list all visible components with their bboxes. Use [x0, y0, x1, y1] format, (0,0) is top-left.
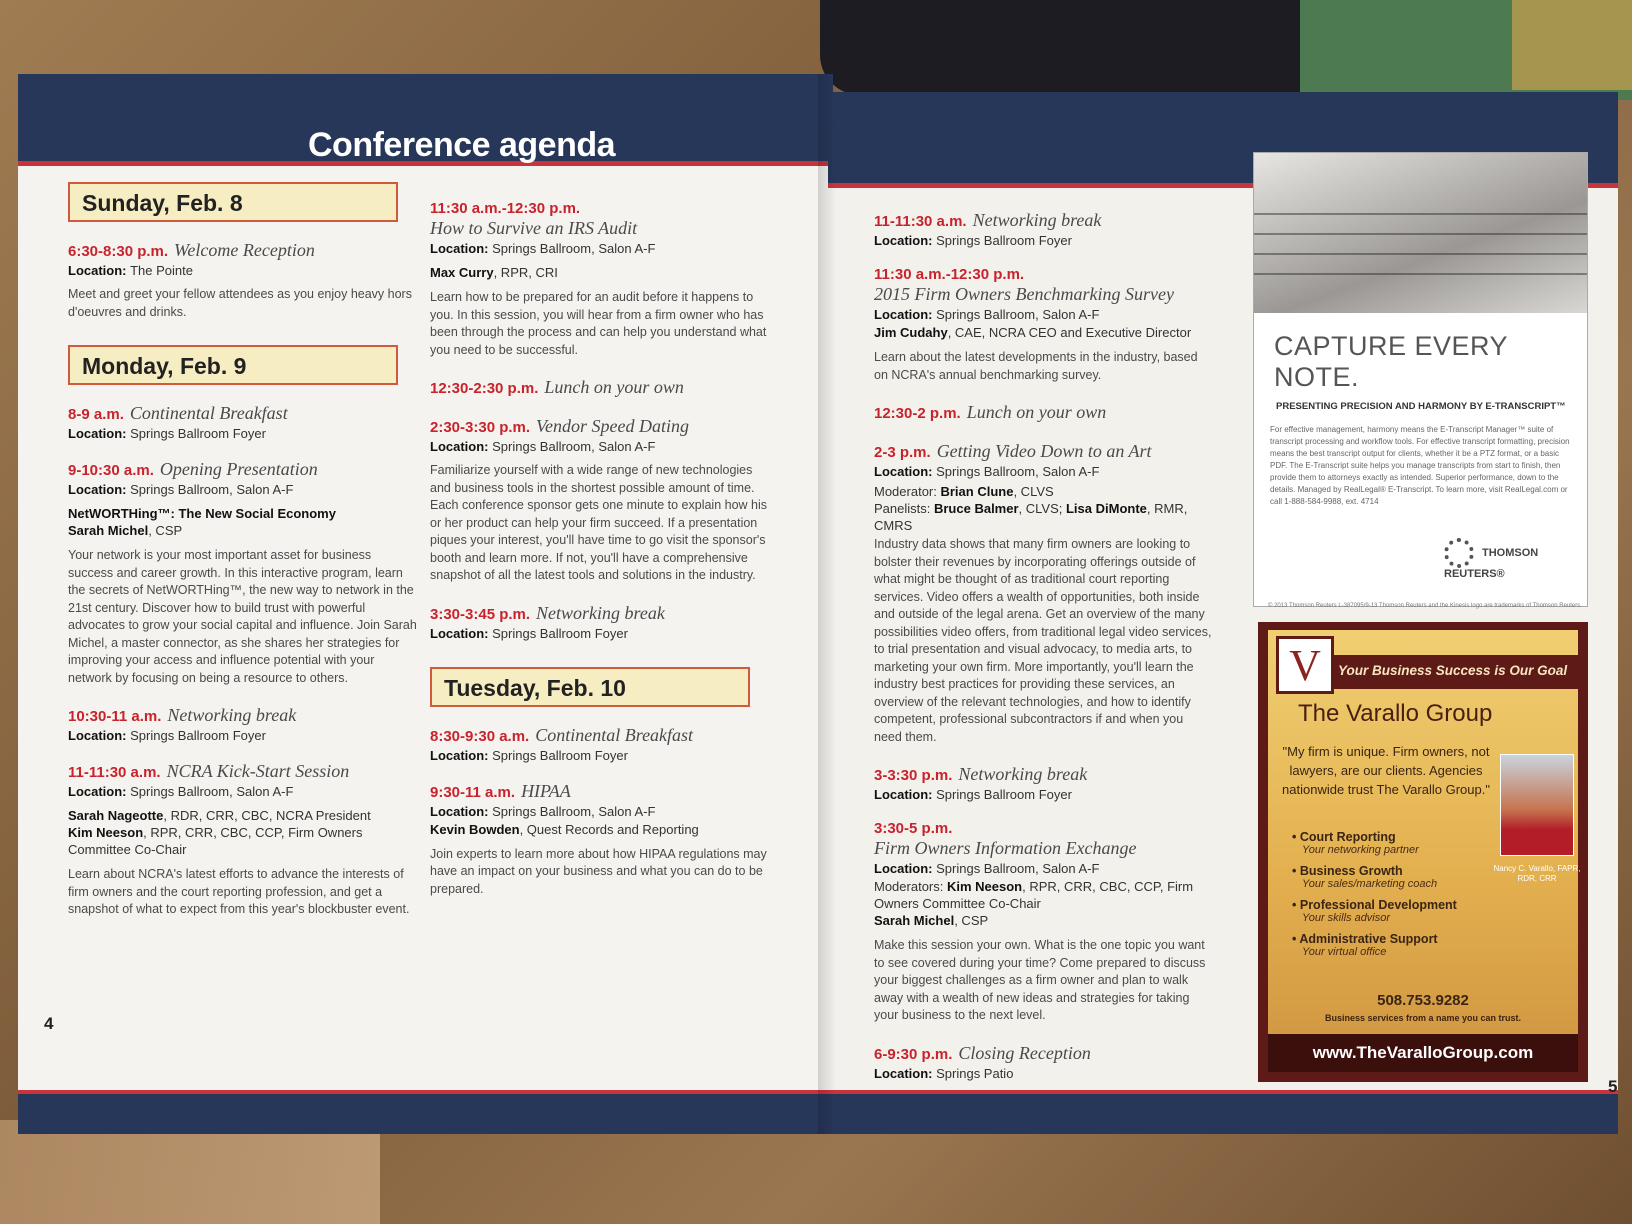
- event-title: Networking break: [958, 764, 1088, 784]
- list-item: • Business Growth Your sales/marketing coach: [1292, 864, 1457, 890]
- event-video-art: [874, 441, 1214, 746]
- event-title: Vendor Speed Dating: [536, 416, 690, 436]
- portrait-photo: [1500, 754, 1574, 856]
- event-description: Familiarize yourself with a wide range of new technologies and business tools in the shortest possible amount of time. Each conference sponsor gets one minute to explain how his or her product can help your firm succeed. If a presentation piques your interest, you'll have time to go visit the sponsor's booth and learn more. If not, you'll have a comprehensive snapshot of all the latest tools and solutions in the industry.: [430, 463, 768, 582]
- event-title: Lunch on your own: [544, 377, 684, 397]
- event-description: Industry data shows that many firm owners are looking to bolster their revenues by incorporating offerings outside of what might be thought of as traditional court reporting services. Video offers a wealth of opportunities, both inside and outside of the legal arena. Get an overview of the many possibilities video offers, from traditional legal video services, to trial presentation and visual advocacy, to media arts, to marketing your own firm. More importantly, you'll learn the industry best practices for providing these services, an overview of the relevant technologies, and how to identify competent, professional subcontractors if and when you need them.: [874, 537, 1212, 744]
- event-location: Location: Springs Ballroom Foyer: [68, 728, 266, 743]
- event-location: Location: Springs Ballroom Foyer: [874, 233, 1072, 248]
- event-location: Location: Springs Ballroom, Salon A-F: [874, 464, 1100, 479]
- spine-shadow: [818, 74, 836, 1134]
- event-speakers: Jim Cudahy, CAE, NCRA CEO and Executive Director: [874, 325, 1192, 340]
- event-title: Firm Owners Information Exchange: [874, 838, 1137, 858]
- event-time: 6-9:30 p.m.: [874, 1045, 953, 1063]
- event-location: Location: Springs Ballroom, Salon A-F: [874, 307, 1100, 322]
- page-title: Conference agenda: [308, 126, 616, 164]
- event-closing-reception: [874, 1043, 1214, 1081]
- agenda-column-3: [874, 210, 1214, 1099]
- event-time: 2-3 p.m.: [874, 444, 931, 461]
- event-location: Location: Springs Ballroom, Salon A-F: [430, 439, 656, 454]
- kinesis-logo-icon: [1444, 538, 1474, 568]
- event-time: 12:30-2:30 p.m.: [430, 380, 539, 397]
- page-number: 4: [44, 1014, 54, 1033]
- event-hipaa: [430, 781, 770, 899]
- event-time: 11:30 a.m.-12:30 p.m.: [430, 200, 581, 217]
- event-networking-break: [874, 764, 1214, 802]
- event-time: 10:30-11 a.m.: [68, 708, 162, 725]
- ad-tagline: Your Business Success is Our Goal: [1318, 655, 1578, 689]
- event-description: Learn how to be prepared for an audit before it happens to you. In this session, you will hear from a firm owner who has been through the process and can help you understand what you need to be successful.: [430, 290, 767, 357]
- event-location: Location: Springs Ballroom, Salon A-F: [430, 803, 656, 819]
- event-time: 11-11:30 a.m.: [68, 764, 161, 781]
- event-time: 12:30-2 p.m.: [874, 405, 961, 422]
- event-description: Make this session your own. What is the one topic you want to see covered during your time? Come prepared to discuss your biggest challenges as a firm owner and plan to walk away with a wealth of new ideas and strategies for taking your business to the next level.: [874, 938, 1206, 1022]
- event-time: 9:30-11 a.m.: [430, 783, 516, 801]
- event-location: Location: Springs Ballroom Foyer: [68, 426, 266, 441]
- ad-slogan: Business services from a name you can trust.: [1324, 1013, 1522, 1023]
- varallo-group-ad: [1258, 622, 1588, 1082]
- event-time: 11:30 a.m.-12:30 p.m.: [874, 266, 1025, 283]
- event-location: Location: Springs Ballroom Foyer: [874, 787, 1072, 802]
- list-item: • Administrative Support Your virtual office: [1292, 932, 1457, 958]
- ad-body: For effective management, harmony means the E-Transcript Manager™ suite of transcript processing and workflow tools. For effective transcript formatting, precision means the best transcript output for clients, whether it be a PTZ format, or a basic PDF. The E-Transcript suite helps you manage transcripts from start to finish, then provide them to attorneys exactly as intended. Superior performance, down to the details. Managed by RealLegal® E-Transcript. To learn more, visit RealLegal.com or call 1-888-584-9988, ext. 4714: [1270, 425, 1570, 506]
- event-time: 3:30-3:45 p.m.: [430, 605, 531, 623]
- event-title: Welcome Reception: [174, 240, 315, 260]
- event-location: Location: Springs Ballroom, Salon A-F: [430, 241, 656, 256]
- agenda-column-2: [430, 200, 770, 916]
- ad-quote: "My firm is unique. Firm owners, not lawyers, are our clients. Agencies nationwide trust The Varallo Group.": [1282, 744, 1490, 797]
- event-speakers: Moderator: Brian Clune, CLVS Panelists: Bruce Balmer, CLVS; Lisa DiMonte, RMR, CMRS: [874, 484, 1188, 533]
- left-page: [18, 74, 833, 1134]
- page-number: 5: [1608, 1077, 1618, 1096]
- event-time: 6:30-8:30 p.m.: [68, 243, 169, 260]
- event-kick-start-session: [68, 761, 418, 919]
- event-time: 3-3:30 p.m.: [874, 767, 953, 784]
- event-description: Join experts to learn more about how HIPAA regulations may have an impact on your business and what you can do to be prepared.: [430, 846, 767, 896]
- event-time: 8-9 a.m.: [68, 406, 124, 423]
- day-header-sunday: Sunday, Feb. 8: [68, 182, 398, 222]
- services-list: [1292, 830, 1457, 966]
- dark-object: [820, 0, 1340, 95]
- event-information-exchange: [874, 820, 1214, 1025]
- event-title: Continental Breakfast: [129, 403, 288, 423]
- ad-brand: The Varallo Group: [1298, 700, 1493, 727]
- event-time: 2:30-3:30 p.m.: [430, 419, 531, 436]
- event-title: Networking break: [167, 705, 297, 725]
- event-time: 8:30-9:30 a.m.: [430, 727, 530, 745]
- ad-subheadline: PRESENTING PRECISION AND HARMONY BY E-TRANSCRIPT™: [1276, 401, 1566, 412]
- event-location: Location: Springs Ballroom, Salon A-F: [68, 784, 294, 799]
- event-title: Closing Reception: [958, 1042, 1091, 1063]
- portrait-caption: Nancy C. Varallo, FAPR, RDR, CRR: [1493, 864, 1581, 883]
- event-title: Continental Breakfast: [535, 724, 694, 745]
- event-title: Lunch on your own: [966, 402, 1107, 422]
- event-location: Location: Springs Ballroom, Salon A-F: [874, 861, 1100, 876]
- varallo-logo-icon: V: [1276, 636, 1334, 694]
- ad-fine-print: © 2013 Thomson Reuters L-387095/9-13 Thomson Reuters and the Kinesis logo are trademarks of Thomson Reuters.: [1268, 603, 1582, 609]
- event-time: 11-11:30 a.m.: [874, 213, 967, 230]
- list-item: • Court Reporting Your networking partner: [1292, 830, 1457, 856]
- ad-phone: 508.753.9282: [1377, 992, 1469, 1009]
- event-speakers: Moderators: Kim Neeson, RPR, CRR, CBC, CCP, Firm Owners Committee Co-Chair Sarah Michel, CSP: [874, 879, 1194, 928]
- event-speakers: Kevin Bowden, Quest Records and Reporting: [430, 821, 699, 837]
- event-speakers: Sarah Nageotte, RDR, CRR, CBC, NCRA President Kim Neeson, RPR, CRR, CBC, CCP, Firm Owners Committee Co-Chair: [68, 808, 371, 857]
- event-title: Getting Video Down to an Art: [936, 441, 1152, 461]
- event-continental-breakfast: [68, 403, 418, 441]
- event-title: NCRA Kick-Start Session: [166, 761, 350, 781]
- event-time: 3:30-5 p.m.: [874, 820, 953, 837]
- event-title: Networking break: [972, 210, 1102, 230]
- event-lunch: [430, 377, 770, 398]
- sheet-music-photo: [1254, 153, 1587, 313]
- bottom-band: [18, 1090, 833, 1134]
- event-irs-audit: [430, 200, 770, 359]
- event-description: Learn about the latest developments in the industry, based on NCRA's annual benchmarking survey.: [874, 350, 1198, 382]
- list-item: • Professional Development Your skills advisor: [1292, 898, 1457, 924]
- day-header-tuesday: Tuesday, Feb. 10: [430, 667, 750, 707]
- event-time: 9-10:30 a.m.: [68, 462, 154, 479]
- event-networking-break: [430, 603, 770, 641]
- event-networking-break: [68, 705, 418, 743]
- map-corner: [1300, 0, 1632, 100]
- event-location: Location: Springs Ballroom, Salon A-F: [68, 482, 294, 497]
- event-continental-breakfast: [430, 725, 770, 763]
- tablecloth: [0, 1120, 380, 1224]
- ad-url: www.TheVaralloGroup.com: [1268, 1034, 1578, 1072]
- thomson-reuters-ad: [1253, 152, 1588, 607]
- event-location: Location: Springs Patio: [874, 1065, 1014, 1081]
- event-title: HIPAA: [521, 780, 571, 801]
- event-location: Location: Springs Ballroom Foyer: [430, 747, 628, 763]
- event-location: Location: Springs Ballroom Foyer: [430, 625, 628, 641]
- event-description: Meet and greet your fellow attendees as you enjoy heavy hors d'oeuvres and drinks.: [68, 287, 412, 319]
- event-session-name: NetWORTHing™: The New Social Economy Sarah Michel, CSP: [68, 506, 336, 538]
- event-location: Location: The Pointe: [68, 263, 193, 278]
- event-lunch: [874, 402, 1214, 423]
- event-title: Networking break: [536, 602, 665, 623]
- event-opening-presentation: [68, 459, 418, 687]
- event-title: How to Survive an IRS Audit: [430, 218, 638, 238]
- event-title: Opening Presentation: [159, 459, 318, 479]
- event-speakers: Max Curry, RPR, CRI: [430, 265, 558, 280]
- day-header-monday: Monday, Feb. 9: [68, 345, 398, 385]
- thomson-reuters-logo: THOMSON REUTERS®: [1444, 538, 1587, 580]
- event-description: Learn about NCRA's latest efforts to advance the interests of firm owners and the court reporting profession, and get a snapshot of what to expect from this year's blockbuster event.: [68, 867, 410, 916]
- event-description: Your network is your most important asset for business success and career growth. In this interactive program, learn the secrets of NetWORTHing™, the new way to network in the 21st century. Discover how to build trust with powerful advocates to grow your social capital and influence. Join Sarah Michel, a master connector, as she shares her strategies for improving your access and influence potential with your network by focusing on being a resource to others.: [68, 548, 417, 685]
- event-welcome-reception: [68, 240, 418, 321]
- agenda-column-1: [68, 182, 418, 937]
- event-benchmarking-survey: [874, 266, 1214, 384]
- event-title: 2015 Firm Owners Benchmarking Survey: [874, 284, 1174, 304]
- right-page: [828, 92, 1618, 1134]
- event-vendor-speed-dating: [430, 416, 770, 585]
- ad-headline: CAPTURE EVERY NOTE.: [1274, 331, 1508, 392]
- event-networking-break: [874, 210, 1214, 248]
